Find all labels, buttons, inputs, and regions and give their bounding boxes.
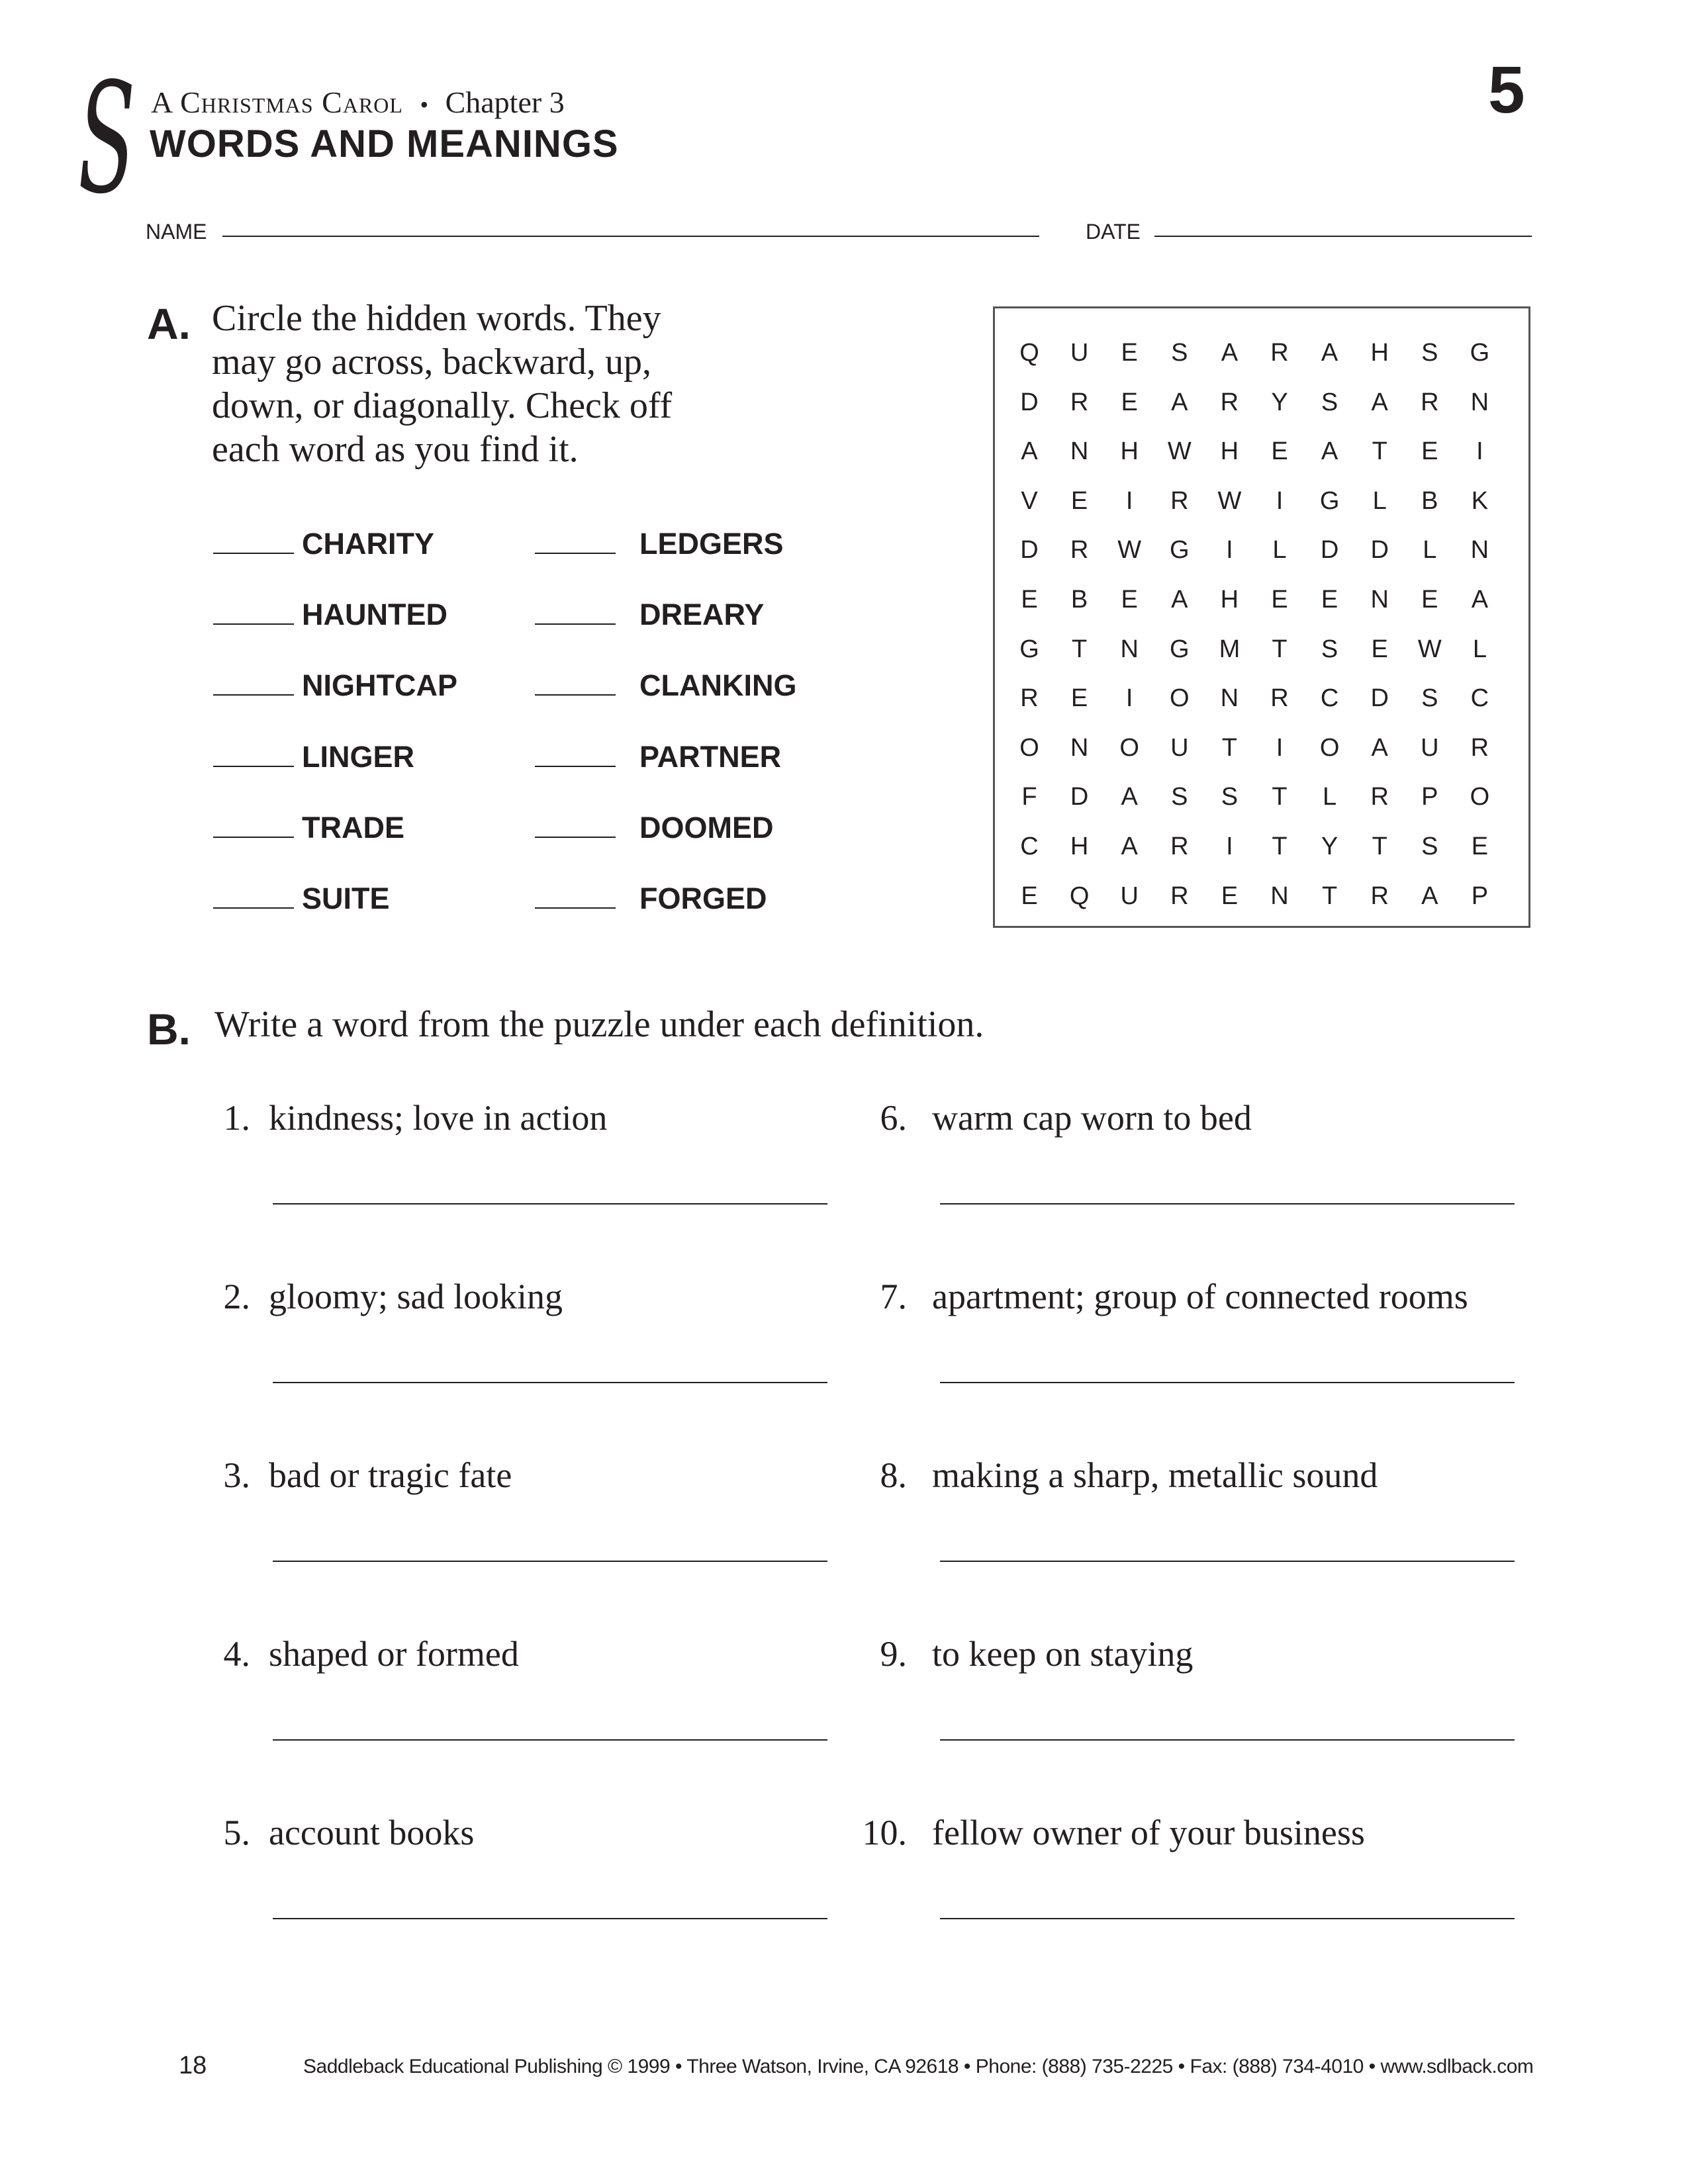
word-label: NIGHTCAP — [302, 668, 457, 702]
grid-letter[interactable]: S — [1321, 635, 1338, 663]
instruction-line: each word as you find it. — [212, 429, 579, 470]
grid-letter[interactable]: A — [1221, 339, 1239, 367]
grid-letter[interactable]: F — [1021, 783, 1037, 811]
book-title: A Christmas Carol — [151, 85, 403, 119]
grid-letter[interactable]: A — [1471, 586, 1489, 614]
grid-letter[interactable]: N — [1370, 586, 1389, 614]
word-search-grid[interactable] — [993, 306, 1530, 928]
grid-letter[interactable]: A — [1171, 586, 1188, 614]
grid-letter[interactable]: I — [1226, 536, 1233, 565]
grid-letter[interactable]: T — [1372, 833, 1387, 860]
grid-letter[interactable]: S — [1421, 339, 1438, 367]
word-item[interactable] — [213, 668, 457, 703]
grid-letter[interactable]: L — [1472, 635, 1487, 663]
definition-item: 7. apartment; group of connected rooms — [880, 1277, 1468, 1316]
definition-item: 4. shaped or formed — [223, 1634, 519, 1674]
date-field[interactable] — [1154, 236, 1532, 237]
grid-letter[interactable]: D — [1020, 388, 1039, 416]
definition-item: 2. gloomy; sad looking — [223, 1277, 563, 1316]
grid-letter[interactable]: H — [1220, 586, 1239, 614]
worksheet-number: 5 — [1488, 53, 1525, 127]
grid-letter[interactable]: E — [1221, 882, 1239, 910]
chapter-label: Chapter 3 — [445, 85, 565, 119]
grid-letter[interactable]: R — [1470, 733, 1489, 762]
grid-letter[interactable]: E — [1321, 586, 1338, 614]
grid-letter[interactable]: C — [1020, 833, 1039, 860]
section-a-instructions — [212, 296, 672, 471]
answer-line[interactable] — [273, 1203, 827, 1205]
grid-letter[interactable]: U — [1120, 882, 1139, 910]
grid-letter[interactable]: E — [1421, 437, 1438, 466]
header-separator: • — [420, 91, 429, 118]
checkoff-blank[interactable] — [535, 837, 616, 838]
answer-line[interactable] — [273, 1382, 827, 1383]
grid-letter[interactable]: N — [1070, 733, 1089, 762]
name-field[interactable] — [222, 236, 1039, 237]
section-b-instructions: Write a word from the puzzle under each definition. — [214, 1004, 984, 1045]
grid-letter[interactable]: C — [1320, 684, 1339, 713]
answer-line[interactable] — [273, 1918, 827, 1919]
grid-letter[interactable]: N — [1220, 684, 1239, 713]
grid-letter[interactable]: W — [1117, 536, 1142, 565]
grid-letter[interactable]: A — [1321, 339, 1338, 367]
grid-letter[interactable]: T — [1372, 437, 1387, 466]
definition-item: 6. warm cap worn to bed — [880, 1098, 1252, 1138]
word-label: SUITE — [302, 882, 390, 915]
grid-letter[interactable]: H — [1220, 437, 1239, 466]
grid-letter[interactable]: O — [1019, 733, 1039, 762]
grid-letter[interactable]: Q — [1069, 882, 1090, 910]
grid-letter[interactable]: G — [1170, 635, 1190, 663]
word-item[interactable] — [213, 740, 414, 774]
grid-letter[interactable]: G — [1470, 339, 1490, 367]
instruction-line: down, or diagonally. Check off — [212, 385, 673, 426]
grid-letter[interactable]: R — [1370, 783, 1389, 811]
grid-letter[interactable]: G — [1019, 635, 1039, 663]
answer-line[interactable] — [273, 1739, 827, 1741]
grid-letter[interactable]: U — [1421, 733, 1439, 762]
grid-letter[interactable]: E — [1471, 833, 1489, 860]
grid-letter[interactable]: L — [1272, 536, 1287, 565]
grid-letter[interactable]: D — [1020, 536, 1039, 565]
grid-letter[interactable]: N — [1470, 536, 1489, 565]
grid-letter[interactable]: A — [1371, 733, 1388, 762]
grid-letter[interactable]: T — [1272, 833, 1288, 860]
grid-letter[interactable]: D — [1370, 536, 1389, 565]
answer-line[interactable] — [273, 1561, 827, 1562]
grid-letter[interactable]: I — [1125, 684, 1133, 713]
grid-letter[interactable]: G — [1170, 536, 1190, 565]
grid-letter[interactable]: T — [1221, 733, 1237, 762]
grid-letter[interactable]: A — [1121, 833, 1138, 860]
grid-letter[interactable]: S — [1171, 783, 1188, 811]
grid-letter[interactable]: E — [1121, 339, 1138, 367]
word-label: DOOMED — [639, 811, 774, 844]
grid-letter[interactable]: E — [1371, 635, 1388, 663]
grid-letter[interactable]: R — [1170, 882, 1189, 910]
grid-letter[interactable]: I — [1125, 486, 1133, 515]
checkoff-blank[interactable] — [535, 553, 616, 554]
definition-item: 8. making a sharp, metallic sound — [880, 1455, 1378, 1495]
grid-letter[interactable]: D — [1070, 783, 1089, 811]
grid-letter[interactable]: O — [1170, 684, 1190, 713]
grid-letter[interactable]: R — [1170, 833, 1189, 860]
name-label: NAME — [146, 220, 207, 244]
grid-letter[interactable]: N — [1120, 635, 1139, 663]
grid-letter[interactable]: G — [1319, 486, 1340, 515]
word-item[interactable] — [213, 598, 447, 632]
word-item[interactable] — [213, 882, 390, 916]
grid-letter[interactable]: T — [1272, 635, 1288, 663]
grid-letter[interactable]: E — [1070, 486, 1088, 515]
grid-letter[interactable]: E — [1121, 388, 1138, 416]
grid-letter[interactable]: E — [1121, 586, 1138, 614]
definition-item: 9. to keep on staying — [880, 1634, 1194, 1674]
grid-letter[interactable]: K — [1471, 486, 1489, 515]
grid-letter[interactable]: I — [1226, 833, 1233, 860]
word-label: HAUNTED — [302, 598, 447, 631]
instruction-line: may go across, backward, up, — [212, 341, 652, 383]
grid-letter[interactable]: L — [1372, 486, 1387, 515]
definition-item: 3. bad or tragic fate — [223, 1455, 512, 1495]
grid-letter[interactable]: R — [1270, 339, 1289, 367]
answer-line[interactable] — [940, 1561, 1515, 1562]
grid-letter[interactable]: T — [1272, 783, 1288, 811]
worksheet-title: WORDS AND MEANINGS — [150, 122, 619, 165]
word-item[interactable] — [535, 527, 784, 561]
checkoff-blank[interactable] — [213, 907, 294, 909]
footer-page-number: 18 — [179, 2052, 207, 2079]
grid-letter[interactable]: N — [1070, 437, 1089, 466]
grid-letter[interactable]: E — [1271, 437, 1288, 466]
section-b-letter: B. — [147, 1005, 191, 1054]
grid-letter[interactable]: V — [1021, 486, 1038, 515]
grid-letter[interactable]: R — [1070, 536, 1089, 565]
answer-line[interactable] — [940, 1739, 1515, 1741]
grid-letter[interactable]: R — [1220, 388, 1239, 416]
grid-letter[interactable]: O — [1470, 783, 1490, 811]
word-item[interactable] — [535, 811, 774, 845]
grid-letter[interactable]: L — [1323, 783, 1337, 811]
grid-letter[interactable]: H — [1070, 833, 1089, 860]
checkoff-blank[interactable] — [535, 694, 616, 696]
word-item[interactable] — [535, 740, 781, 774]
word-item[interactable] — [535, 668, 796, 703]
checkoff-blank[interactable] — [535, 766, 616, 767]
checkoff-blank[interactable] — [213, 694, 294, 696]
grid-letter[interactable]: B — [1421, 486, 1438, 515]
checkoff-blank[interactable] — [213, 766, 294, 767]
grid-letter[interactable]: E — [1070, 684, 1088, 713]
answer-line[interactable] — [940, 1382, 1515, 1383]
grid-letter[interactable]: H — [1120, 437, 1139, 466]
grid-letter[interactable]: A — [1371, 388, 1388, 416]
grid-letter[interactable]: N — [1470, 388, 1489, 416]
grid-letter[interactable]: I — [1276, 486, 1284, 515]
answer-line[interactable] — [940, 1203, 1515, 1205]
grid-letter[interactable]: R — [1070, 388, 1089, 416]
grid-letter[interactable]: R — [1020, 684, 1039, 713]
instruction-line: Circle the hidden words. They — [212, 298, 661, 339]
grid-letter[interactable]: I — [1476, 437, 1483, 466]
grid-letter[interactable]: N — [1270, 882, 1289, 910]
grid-letter[interactable]: L — [1423, 536, 1437, 565]
grid-letter[interactable]: W — [1417, 635, 1442, 663]
checkoff-blank[interactable] — [535, 623, 616, 625]
word-item[interactable] — [535, 882, 767, 916]
word-label: DREARY — [639, 598, 765, 631]
grid-letter[interactable]: S — [1421, 684, 1438, 713]
word-item[interactable] — [213, 527, 434, 561]
grid-letter[interactable]: R — [1421, 388, 1439, 416]
grid-letter[interactable]: S — [1171, 339, 1188, 367]
checkoff-blank[interactable] — [213, 837, 294, 838]
grid-letter[interactable]: T — [1321, 882, 1338, 910]
grid-letter[interactable]: A — [1021, 437, 1038, 466]
grid-letter[interactable]: R — [1370, 882, 1389, 910]
grid-letter[interactable]: O — [1119, 733, 1139, 762]
grid-letter[interactable]: E — [1021, 586, 1038, 614]
word-item[interactable] — [213, 811, 404, 845]
word-label: CLANKING — [639, 668, 797, 702]
definition-item: 10. fellow owner of your business — [862, 1813, 1365, 1852]
grid-letter[interactable]: C — [1470, 684, 1489, 713]
date-label: DATE — [1086, 220, 1141, 244]
grid-letter[interactable]: M — [1219, 635, 1241, 663]
book-chapter-line — [151, 85, 565, 120]
grid-letter[interactable]: U — [1070, 339, 1089, 367]
grid-letter[interactable]: A — [1321, 437, 1338, 466]
section-a-letter: A. — [147, 299, 191, 348]
grid-letter[interactable]: E — [1021, 882, 1038, 910]
word-label: TRADE — [302, 811, 404, 844]
grid-letter[interactable]: W — [1217, 486, 1242, 515]
grid-letter[interactable]: A — [1421, 882, 1438, 910]
grid-letter[interactable]: U — [1170, 733, 1189, 762]
logo-emblem: S — [78, 51, 136, 228]
grid-letter[interactable]: D — [1370, 684, 1389, 713]
checkoff-blank[interactable] — [213, 623, 294, 625]
grid-letter[interactable]: Y — [1321, 833, 1338, 860]
grid-letter[interactable]: B — [1070, 586, 1088, 614]
grid-letter[interactable]: E — [1421, 586, 1438, 614]
grid-letter[interactable]: O — [1319, 733, 1340, 762]
grid-letter[interactable]: A — [1171, 388, 1188, 416]
grid-letter[interactable]: T — [1071, 635, 1088, 663]
grid-letter[interactable]: R — [1270, 684, 1289, 713]
answer-line[interactable] — [940, 1918, 1515, 1919]
grid-letter[interactable]: S — [1221, 783, 1239, 811]
definition-item: 5. account books — [223, 1813, 475, 1852]
grid-letter[interactable]: A — [1121, 783, 1138, 811]
footer-publisher: Saddleback Educational Publishing © 1999 • Three Watson, Irvine, CA 92618 • Phone: (888) 735-2225 • Fax: (888) 734-4010 • www.sdlback.com — [303, 2056, 1534, 2077]
word-label: FORGED — [639, 882, 767, 915]
grid-letter[interactable]: Q — [1019, 339, 1039, 367]
checkoff-blank[interactable] — [535, 907, 616, 909]
grid-letter[interactable]: E — [1271, 586, 1288, 614]
grid-letter[interactable]: D — [1320, 536, 1339, 565]
grid-letter[interactable]: P — [1421, 783, 1438, 811]
grid-letter[interactable]: R — [1170, 486, 1189, 515]
grid-letter[interactable]: W — [1167, 437, 1192, 466]
word-item[interactable] — [535, 598, 764, 632]
grid-letter[interactable]: H — [1370, 339, 1389, 367]
grid-letter[interactable]: S — [1321, 388, 1338, 416]
checkoff-blank[interactable] — [213, 553, 294, 554]
grid-letter[interactable]: S — [1421, 833, 1438, 860]
grid-letter[interactable]: P — [1471, 882, 1489, 910]
grid-letter[interactable]: I — [1276, 733, 1284, 762]
word-label: PARTNER — [639, 740, 782, 774]
word-label: CHARITY — [302, 527, 434, 561]
grid-letter[interactable]: Y — [1271, 388, 1288, 416]
word-label: LINGER — [302, 740, 415, 774]
definition-item: 1. kindness; love in action — [223, 1098, 608, 1138]
word-label: LEDGERS — [639, 527, 784, 561]
